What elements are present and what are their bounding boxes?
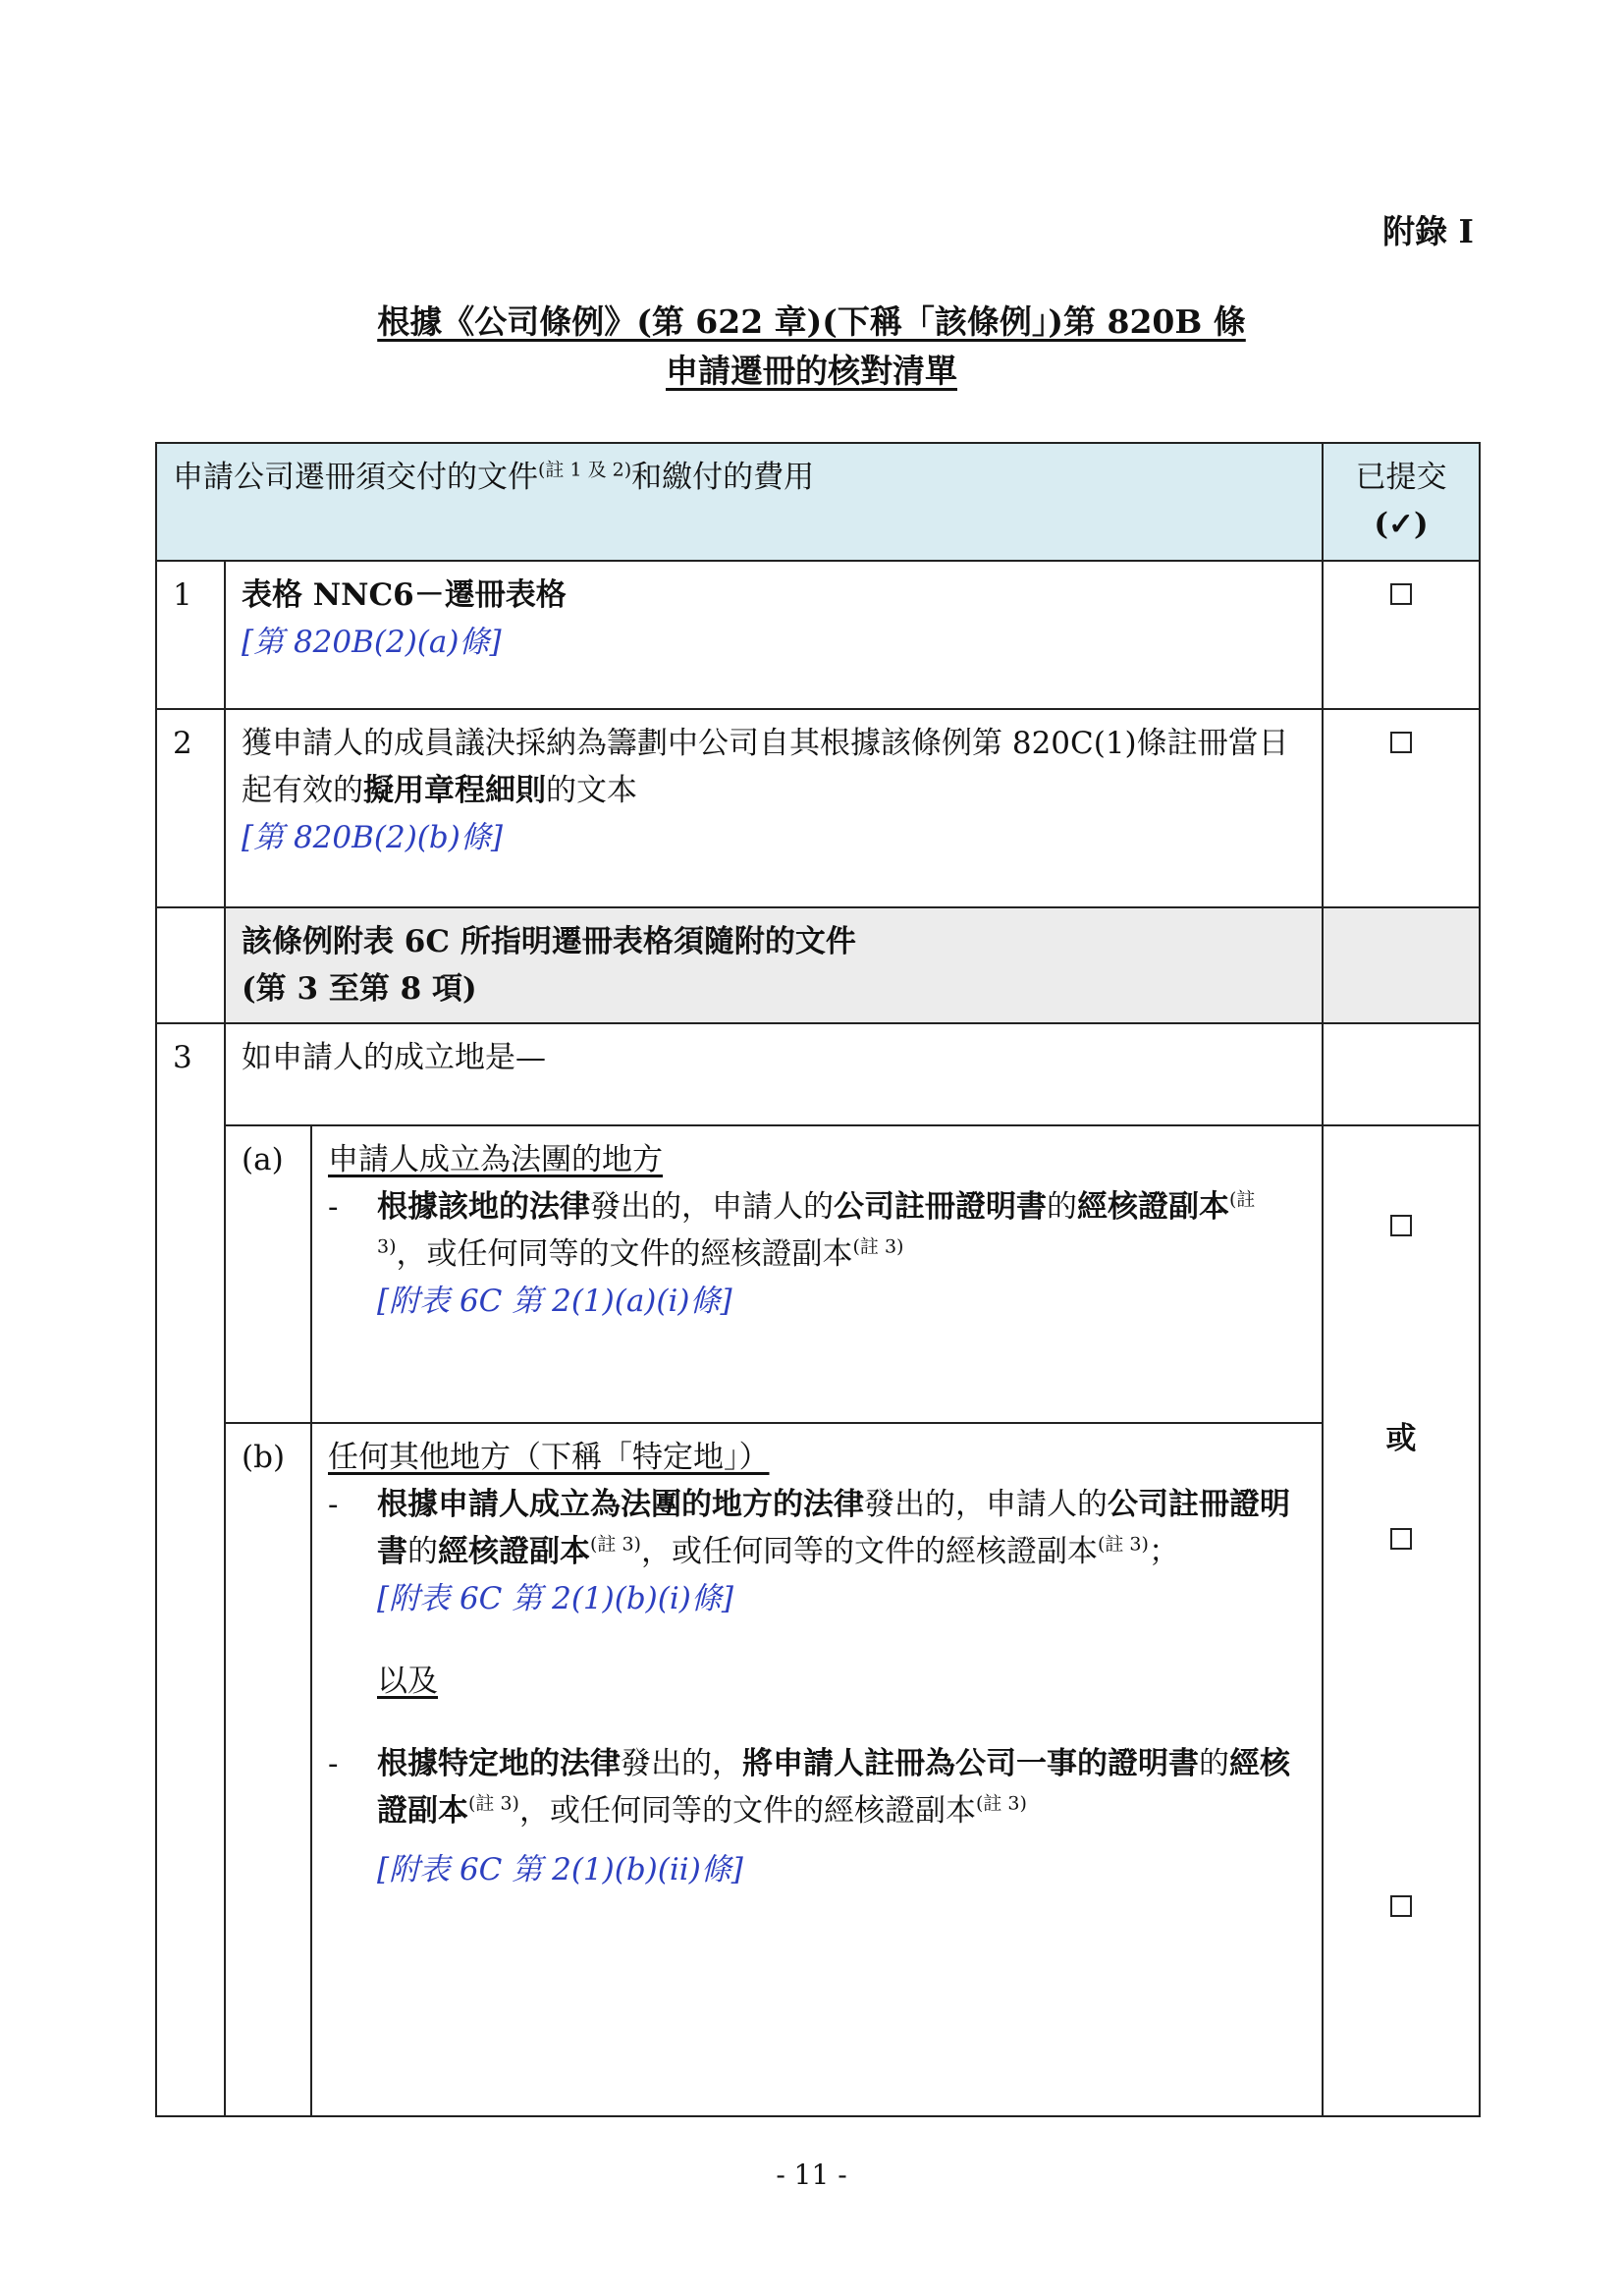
- item-3b-text-2: 的: [407, 1534, 438, 1570]
- item-3b-note-1: (註 3): [590, 1533, 641, 1556]
- item-3b-bold-2: 公司註冊證明書: [377, 1487, 1290, 1570]
- item-3b-reference-2: [附表 6C 第 2(1)(b)(ii)條]: [377, 1852, 743, 1888]
- item-2-text: [242, 720, 1306, 814]
- item-3b-text-5: 發出的，: [621, 1746, 742, 1782]
- or-label: 或: [1385, 1421, 1417, 1457]
- table-row-item-2: [156, 709, 1480, 907]
- section-empty-cell: [156, 907, 225, 1023]
- section-header-content: [225, 907, 1323, 1023]
- item-3a-bold-2: 公司註冊證明書: [834, 1189, 1047, 1226]
- item-3a-text-3: ，或任何同等的文件的經核證副本: [396, 1236, 853, 1273]
- and-label: 以及: [377, 1664, 438, 1700]
- item-3b-bold-4: 根據特定地的法律: [377, 1746, 621, 1782]
- item-1-title: 表格 NNC6－遷冊表格: [242, 577, 567, 613]
- table-row-item-3a: [156, 1125, 1480, 1423]
- table-row-item-1: [156, 561, 1480, 709]
- table-header-row: [156, 443, 1480, 561]
- item-1-reference: [第 820B(2)(a)條]: [242, 625, 502, 661]
- item-3a-bold-3: 經核證副本: [1077, 1189, 1229, 1226]
- checklist-table: [155, 442, 1481, 2117]
- item-3b-dash-1: -: [328, 1487, 339, 1523]
- item-3b-text-7: ，或任何同等的文件的經核證副本: [518, 1793, 976, 1830]
- header-documents-text: 申請公司遷冊須交付的文件: [173, 460, 538, 495]
- item-3b-text-6: 的: [1199, 1746, 1229, 1782]
- item-3b-i-checkbox[interactable]: [1390, 1528, 1412, 1550]
- item-3b-text-1: 發出的，申請人的: [864, 1487, 1108, 1523]
- item-1-checkbox-cell: [1323, 561, 1480, 709]
- section-checkbox-empty: [1323, 907, 1480, 1023]
- item-3a-note-2: (註 3): [852, 1235, 904, 1258]
- item-3b-content: [311, 1423, 1323, 2116]
- header-submitted-cell: [1323, 443, 1480, 561]
- item-3b-note-2: (註 3): [1097, 1533, 1149, 1556]
- header-note: (註 1 及 2): [538, 459, 632, 481]
- item-3b-dash-2: -: [328, 1746, 339, 1782]
- item-3b-bullet-2: [328, 1740, 1306, 1834]
- item-2-reference: [第 820B(2)(b)條]: [242, 820, 503, 856]
- item-2-text-bold: 擬用章程細則: [363, 773, 546, 809]
- title-line-1: 根據《公司條例》(第 622 章)(下稱「該條例」)第 820B 條: [377, 302, 1246, 341]
- item-1-checkbox[interactable]: [1390, 583, 1412, 605]
- item-3b-bold-5: 將申請人註冊為公司一事的證明書: [742, 1746, 1199, 1782]
- header-checkmark: (✓): [1374, 507, 1429, 543]
- item-3a-label: (a): [225, 1125, 311, 1423]
- item-1-content: [225, 561, 1323, 709]
- item-3a-note-1: (註 3): [377, 1188, 1256, 1258]
- item-2-text-a: 獲申請人的成員議決採納為籌劃中公司自其根據該條例第 820C(1)條註冊當日起有效的: [242, 726, 1289, 809]
- item-3b-bold-3: 經核證副本: [438, 1534, 590, 1570]
- item-3a-text-1: 發出的，申請人的: [590, 1189, 834, 1226]
- item-2-checkbox-cell: [1323, 709, 1480, 907]
- item-3b-bold-6: 經核證副本: [377, 1746, 1290, 1830]
- item-3a-heading: 申請人成立為法團的地方: [328, 1142, 663, 1178]
- section-header-row: [156, 907, 1480, 1023]
- header-submitted-label: 已提交: [1355, 460, 1447, 495]
- item-1-number: 1: [156, 561, 225, 709]
- item-3a-reference: [附表 6C 第 2(1)(a)(i)條]: [377, 1284, 732, 1320]
- page-number: - 11 -: [776, 2159, 847, 2191]
- item-3b-bullet-1: [328, 1481, 1306, 1575]
- item-3b-text-3: ，或任何同等的文件的經核證副本: [640, 1534, 1098, 1570]
- item-3-number: 3: [156, 1023, 225, 2116]
- item-3b-reference-1: [附表 6C 第 2(1)(b)(i)條]: [377, 1581, 733, 1617]
- item-3b-note-3: (註 3): [468, 1793, 519, 1816]
- appendix-label: 附錄 I: [1382, 212, 1474, 250]
- item-3a-bullet: [328, 1183, 1306, 1278]
- title-line-2: 申請遷冊的核對清單: [666, 351, 957, 390]
- table-row-item-3b: [156, 1423, 1480, 2116]
- item-2-number: 2: [156, 709, 225, 907]
- item-3a-content: [311, 1125, 1323, 1423]
- header-documents-cell: [156, 443, 1323, 561]
- item-3b-note-4: (註 3): [975, 1793, 1027, 1816]
- item-3b-bold-1: 根據申請人成立為法團的地方的法律: [377, 1487, 864, 1523]
- section-line-2: (第 3 至第 8 項): [242, 971, 477, 1008]
- item-3b-heading: 任何其他地方（下稱「特定地」）: [328, 1440, 770, 1476]
- item-3b-ii-checkbox[interactable]: [1390, 1895, 1412, 1917]
- item-3-checkbox-cell: [1323, 1125, 1480, 2116]
- item-3b-label: (b): [225, 1423, 311, 2116]
- item-3b-text-4: ；: [1148, 1534, 1179, 1570]
- item-2-content: [225, 709, 1323, 907]
- item-3a-checkbox[interactable]: [1390, 1215, 1412, 1236]
- document-title: [0, 298, 1623, 395]
- table-row-item-3: [156, 1023, 1480, 1125]
- item-2-checkbox[interactable]: [1390, 732, 1412, 753]
- section-line-1: 該條例附表 6C 所指明遷冊表格須隨附的文件: [242, 924, 856, 959]
- item-3a-text-2: 的: [1047, 1189, 1077, 1226]
- item-2-text-b: 的文本: [546, 773, 637, 809]
- header-fees-text: 和繳付的費用: [631, 460, 815, 495]
- item-3a-dash: -: [328, 1189, 339, 1226]
- item-3-checkbox-empty: [1323, 1023, 1480, 1125]
- item-3-intro: 如申請人的成立地是—: [225, 1023, 1323, 1125]
- item-3a-bold-1: 根據該地的法律: [377, 1189, 590, 1226]
